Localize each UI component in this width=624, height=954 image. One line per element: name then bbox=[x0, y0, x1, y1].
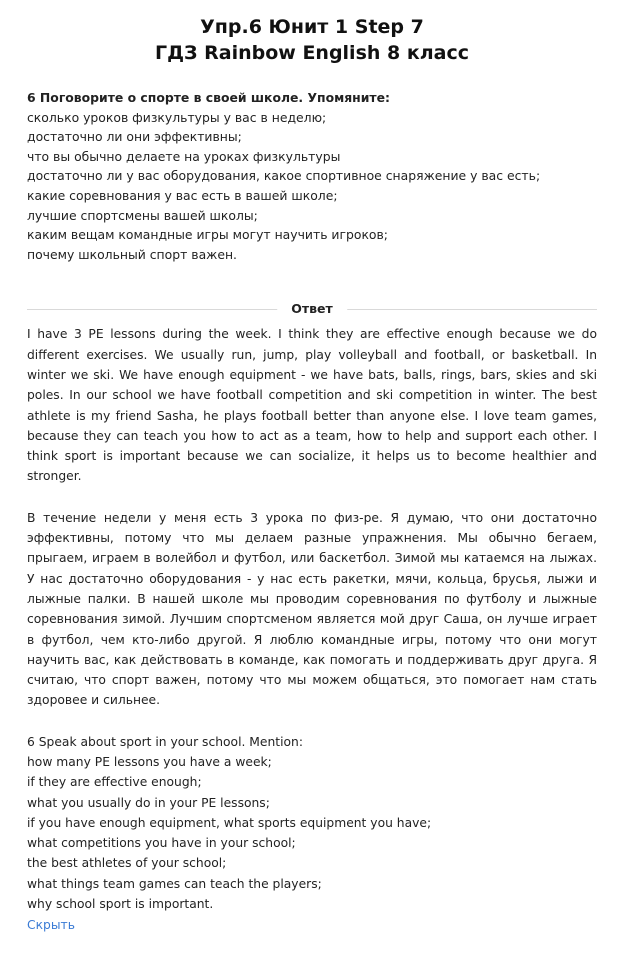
task-en-item: what things team games can teach the players; bbox=[27, 876, 322, 891]
task-item: какие соревнования у вас есть в вашей школе; bbox=[27, 187, 338, 203]
answer-label: Ответ bbox=[277, 299, 347, 319]
answer-english: I have 3 PE lessons during the week. I think they are effective enough because we do different exercises. We usually run, jump, play volleyball and football, or basketball. In winter we ski. We have enough equipment - we have bats, balls, rings, bars, skies and ski poles. In our school we have football competition and ski competition in winter. The best athlete is my friend Sasha, he plays football better than anyone else. I love team games, because they can teach you how to act as a team, how to help and support each other. I think sport is important because we can socialize, it helps us to become healthier and stronger. bbox=[27, 327, 597, 484]
page bbox=[0, 14, 624, 935]
task-item: сколько уроков физкультуры у вас в неделю; bbox=[27, 109, 327, 125]
task-item: лучшие спортсмены вашей школы; bbox=[27, 207, 258, 223]
task-item: почему школьный спорт важен. bbox=[27, 246, 237, 262]
task-en-item: what competitions you have in your school; bbox=[27, 836, 296, 851]
title-line-2: ГДЗ Rainbow English 8 класс bbox=[154, 42, 470, 64]
task-item: каким вещам командные игры могут научить игроков; bbox=[27, 227, 388, 243]
task-en-item: why school sport is important. bbox=[27, 897, 214, 912]
answer-russian: В течение недели у меня есть 3 урока по физ-ре. Я думаю, что они достаточно эффективны, потому что мы делаем разные упражнения. Мы обычно бегаем, прыгаем, играем в волейбол и футбол, или баскетбол. Зимой мы катаемся на лыжах. У нас достаточно оборудования - у нас есть ракетки, мячи, кольца, брусья, лыжи и лыжные палки. В нашей школе мы проводим соревнования по футболу и лыжные соревнования зимой. Лучшим спортсменом является мой друг Саша, он лучше играет в футбол, чем кто-либо другой. Я люблю командные игры, потому что они могут научить вас, как действовать в команде, как помогать и поддерживать друг друга. Я считаю, что спорт важен, потому что мы можем общаться, это помогает нам стать здоровее и сильнее. bbox=[27, 510, 597, 708]
task-item: что вы обычно делаете на уроках физкультуры bbox=[27, 148, 341, 164]
task-en-item: the best athletes of your school; bbox=[27, 856, 227, 871]
title-line-1: Упр.6 Юнит 1 Step 7 bbox=[200, 16, 424, 38]
task-en-item: what you usually do in your PE lessons; bbox=[27, 795, 270, 810]
task-en-heading: 6 Speak about sport in your school. Mention: bbox=[27, 734, 303, 749]
task-item: достаточно ли у вас оборудования, какое спортивное снаряжение у вас есть; bbox=[27, 168, 541, 184]
hide-link[interactable]: Скрыть bbox=[27, 918, 75, 933]
page-title bbox=[27, 14, 597, 66]
task-ru bbox=[27, 88, 597, 264]
task-en-item: if they are effective enough; bbox=[27, 775, 202, 790]
answer-divider bbox=[27, 299, 597, 319]
task-en-item: how many PE lessons you have a week; bbox=[27, 754, 272, 769]
task-item: достаточно ли они эффективны; bbox=[27, 129, 242, 145]
task-heading: 6 Поговорите о спорте в своей школе. Упомяните: bbox=[27, 90, 390, 105]
task-en bbox=[27, 732, 597, 915]
task-en-item: if you have enough equipment, what sports equipment you have; bbox=[27, 815, 432, 830]
